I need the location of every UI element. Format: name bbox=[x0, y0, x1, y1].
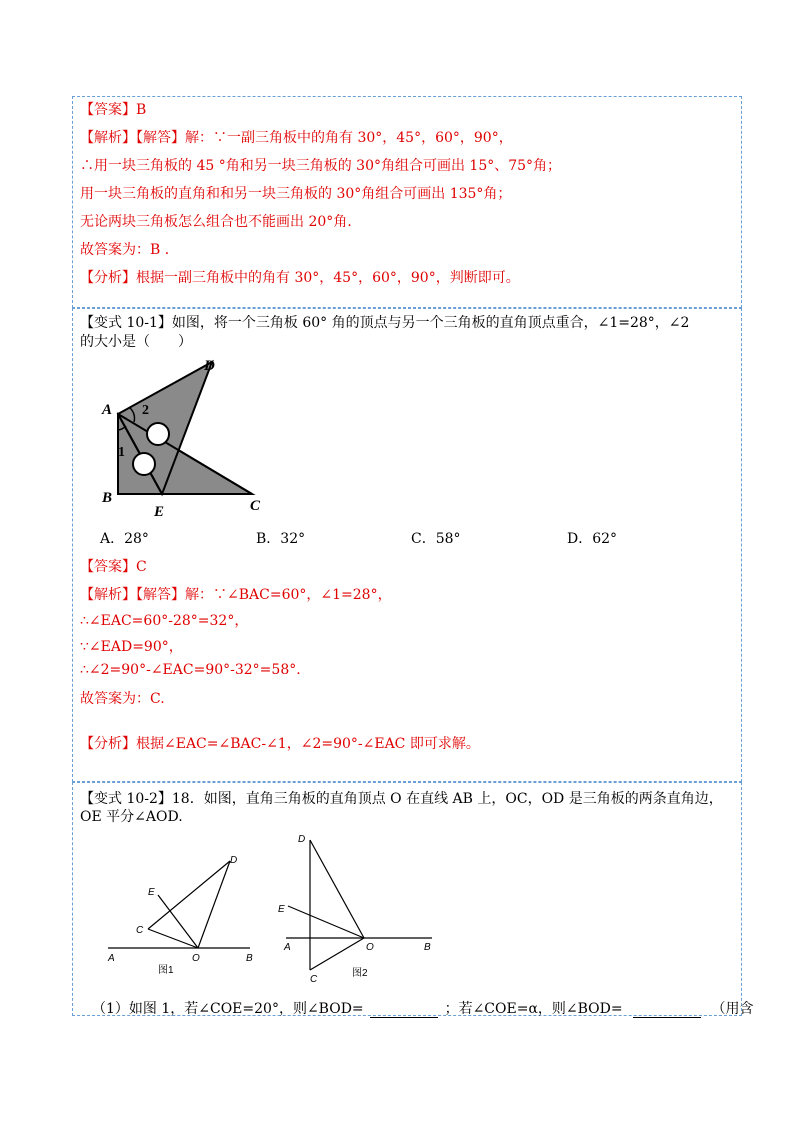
fig2-label-E: E bbox=[278, 904, 285, 915]
blank-1[interactable] bbox=[370, 1001, 438, 1018]
option-c[interactable]: C．58° bbox=[411, 531, 461, 547]
question-3-line-1: 【变式 10-2】18．如图，直角三角板的直角顶点 O 在直线 AB 上，OC，OD 是三角板的两条直角边， bbox=[80, 791, 723, 807]
fig2-label-O: O bbox=[366, 942, 374, 953]
fig1-label-E: E bbox=[148, 887, 155, 898]
analysis-2-line-6: 【分析】根据∠EAC=∠BAC-∠1，∠2=90°-∠EAC 即可求解。 bbox=[80, 736, 480, 752]
analysis-1-line-2: ∴用一块三角板的 45 °角和另一块三角板的 30°角组合可画出 15°、75°角； bbox=[80, 158, 562, 174]
option-d[interactable]: D．62° bbox=[567, 531, 618, 547]
blank-2[interactable] bbox=[633, 1001, 701, 1018]
q3-part-b: ；若∠COE=α，则∠BOD= bbox=[444, 1001, 623, 1017]
fig-label-C: C bbox=[250, 498, 261, 514]
analysis-2-line-3: ∵∠EAD=90°， bbox=[80, 639, 183, 655]
fig2-label-A: A bbox=[284, 942, 291, 953]
fig-label-2: 2 bbox=[142, 403, 149, 418]
option-a[interactable]: A．28° bbox=[100, 531, 149, 547]
fig-label-A: A bbox=[102, 402, 113, 418]
fig2-label-C: C bbox=[310, 974, 318, 985]
analysis-1-line-1: 【解析】【解答】解：∵一副三角板中的角有 30°，45°，60°，90°， bbox=[80, 130, 513, 146]
answer-2: 【答案】C bbox=[80, 559, 147, 575]
question-2-line-2: 的大小是（ ） bbox=[80, 334, 192, 350]
figure-1 bbox=[100, 845, 270, 975]
analysis-2-line-2: ∴∠EAC=60°-28°=32°， bbox=[80, 613, 249, 629]
q3-part-c: （用含 bbox=[711, 1001, 754, 1017]
analysis-2-line-5: 故答案为：C. bbox=[80, 691, 165, 707]
analysis-2-line-1: 【解析】【解答】解：∵∠BAC=60°，∠1=28°， bbox=[80, 587, 392, 603]
fig-label-D: D bbox=[204, 358, 215, 374]
answer-1: 【答案】B bbox=[80, 102, 147, 118]
analysis-1-line-6: 【分析】根据一副三角板中的角有 30°，45°，60°，90°，判断即可。 bbox=[80, 270, 520, 286]
option-b[interactable]: B．32° bbox=[256, 531, 306, 547]
fig1-label-C: C bbox=[136, 925, 144, 936]
fig-label-1: 1 bbox=[118, 445, 125, 460]
fig2-caption: 图2 bbox=[352, 968, 368, 979]
figure-2 bbox=[272, 826, 442, 986]
fig2-label-B: B bbox=[424, 942, 431, 953]
analysis-1-line-4: 无论两块三角板怎么组合也不能画出 20°角. bbox=[80, 214, 352, 230]
q3-part-a: （1）如图 1，若∠COE=20°，则∠BOD= bbox=[92, 1001, 364, 1017]
analysis-1-line-3: 用一块三角板的直角和和另一块三角板的 30°角组合可画出 135°角； bbox=[80, 186, 512, 202]
question-3-line-2: OE 平分∠AOD. bbox=[80, 809, 183, 825]
analysis-2-line-4: ∴∠2=90°-∠EAC=90°-32°=58°. bbox=[80, 662, 301, 678]
fig1-label-D: D bbox=[230, 855, 238, 866]
fig1-label-B: B bbox=[246, 953, 253, 964]
fig1-label-O: O bbox=[192, 953, 200, 964]
question-2-line-1: 【变式 10-1】如图，将一个三角板 60° 角的顶点与另一个三角板的直角顶点重合，∠1=28°，∠2 bbox=[80, 315, 690, 331]
fig1-caption: 图1 bbox=[158, 965, 174, 975]
fig1-label-A: A bbox=[108, 953, 115, 964]
fig2-label-D: D bbox=[298, 834, 306, 845]
fig-label-B: B bbox=[102, 490, 113, 506]
triangle-figure bbox=[96, 350, 276, 522]
question-3-line-3 bbox=[92, 998, 754, 1018]
fig-label-E: E bbox=[154, 504, 165, 520]
analysis-1-line-5: 故答案为：B ． bbox=[80, 242, 179, 258]
